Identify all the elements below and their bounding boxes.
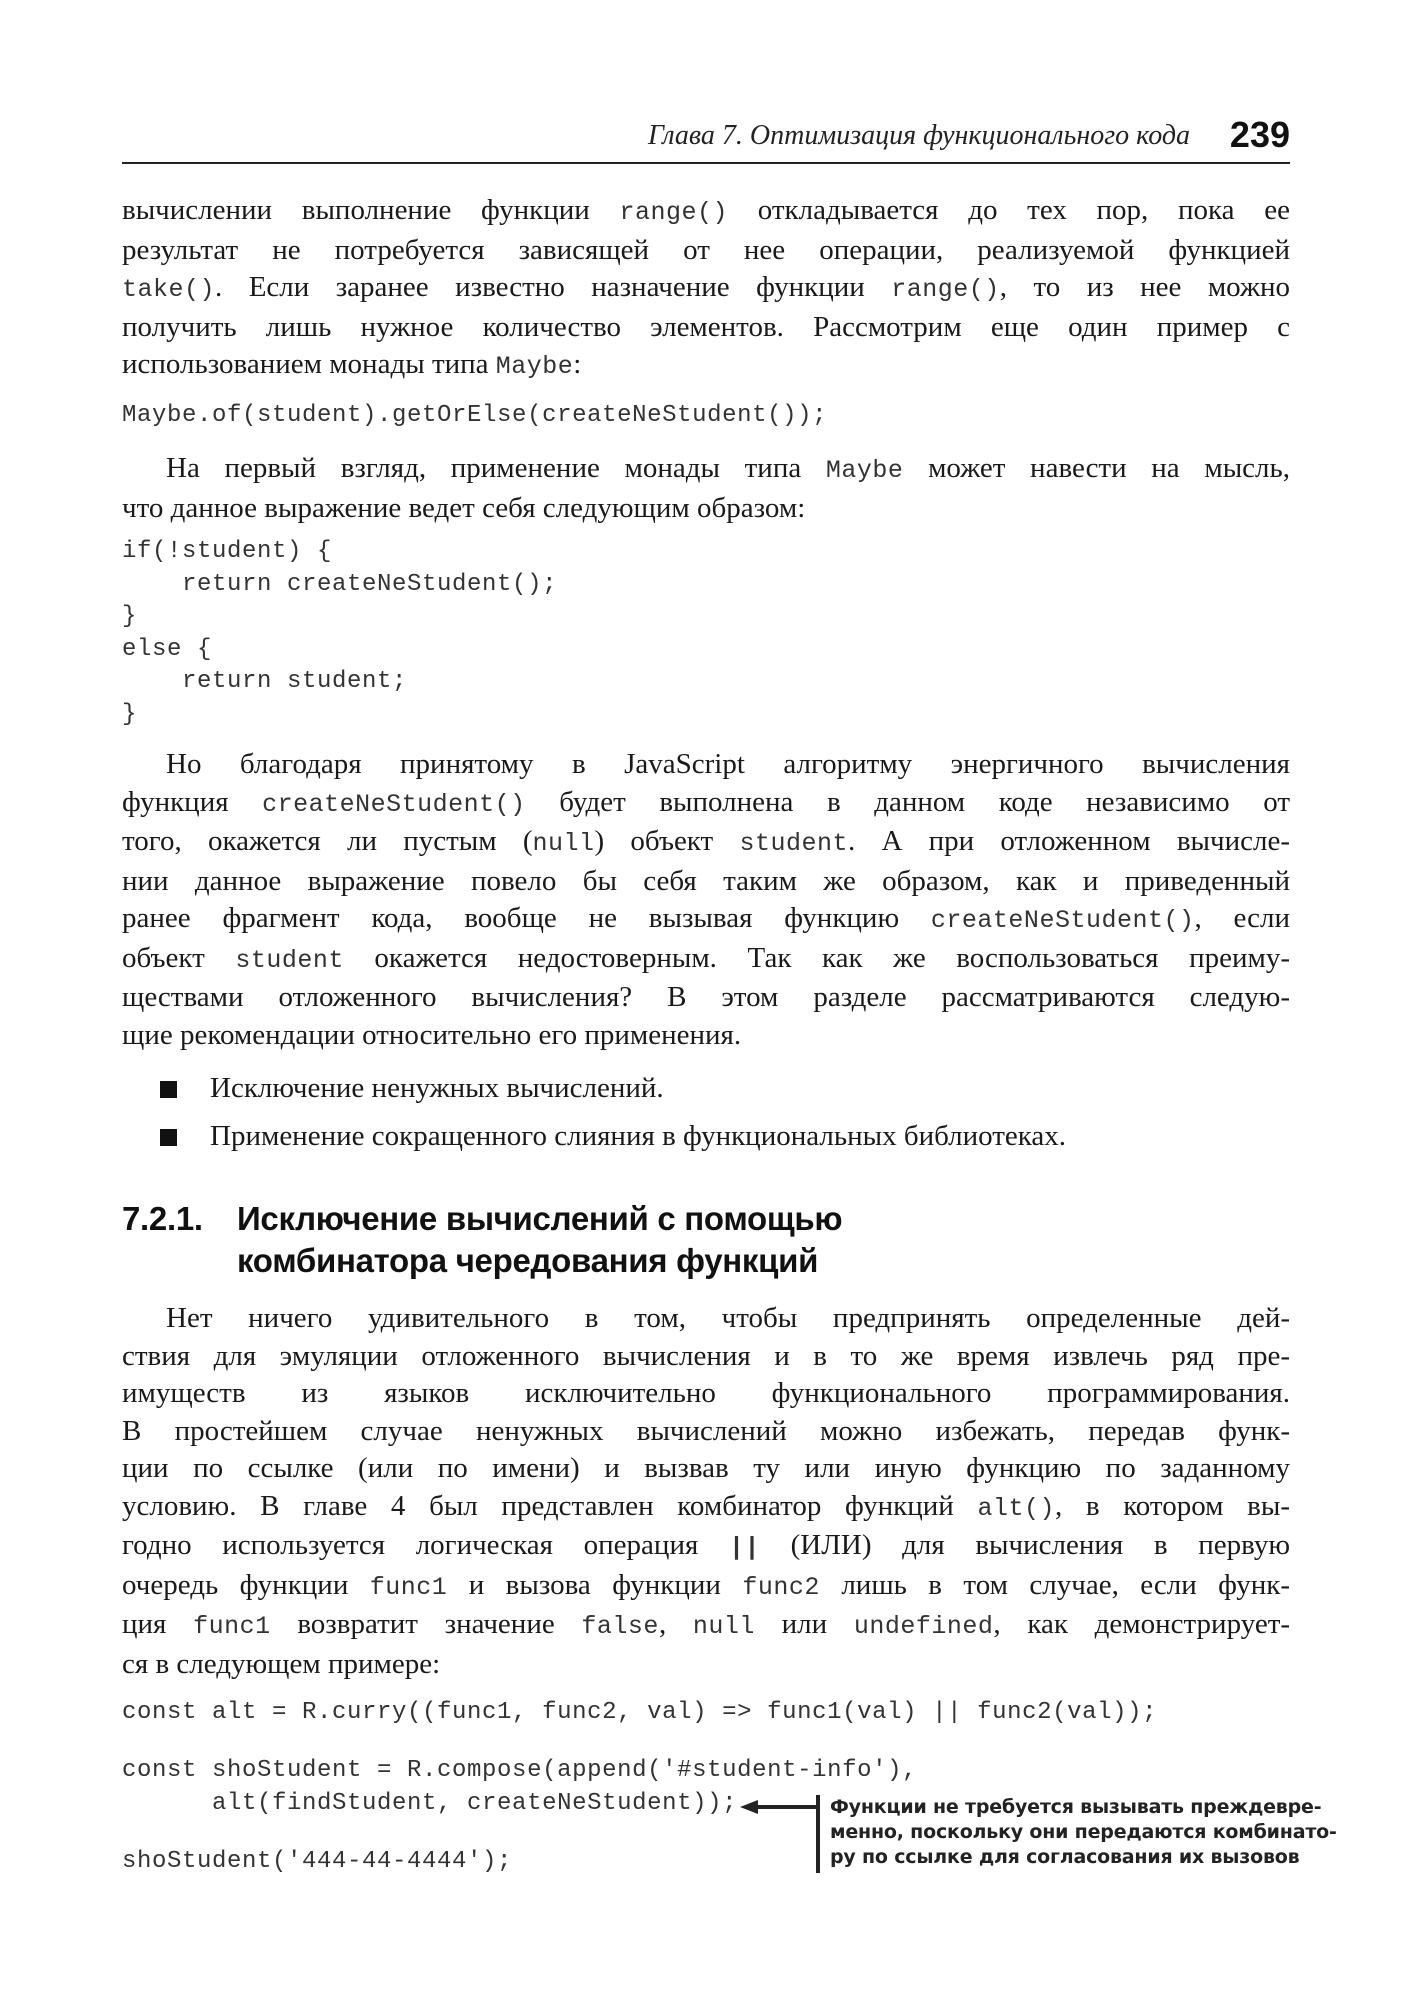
paragraph-maybe <box>122 450 1290 527</box>
text-line: ся в следующем примере: <box>122 1647 441 1680</box>
section-title-line1: Исключение вычислений с помощью <box>237 1200 843 1237</box>
text-line: имуществ из языков исключительно функционального программирования. <box>122 1377 1290 1409</box>
text-line: очередь функции func1 и вызова функции func2 лишь в том случае, если функ- <box>122 1568 1290 1602</box>
text-line: объект student окажется недостоверным. Так как же воспользоваться преиму- <box>122 941 1290 975</box>
code-shostudent-call: shoStudent('444-44-4444'); <box>122 1848 513 1875</box>
page-number: 239 <box>1229 114 1290 155</box>
book-page: Глава 7. Оптимизация функционального кода 239 вычислении выполнение функции range() откладывается до тех пор, пока ее результат не потребуется зависящей от нее операции, реализуемой функцией take(). Если заранее известно назначение функции range(), то из нее можно получить лишь нужное количество элементов. Рассмотрим еще один пример с использованием монады типа Maybe: Maybe.of(student).getOrElse(createNeStudent()); На первый взгляд, применение монады типа Maybe может навести на мысль, что данное выражение ведет себя следующим образом: if(!student) { return createNeStudent(); } else { return student; } Но благодаря принятому в JavaScript алгоритму энергичного вычисления функция createNeStudent() будет выполнена в данном коде независимо от того, окажется ли пустым (null) объект student. А при отложенном вычисле- нии данное выражение повело бы себя таким же образом, как и приведенный ранее фрагмент кода, вообще не вызывая функцию createNeStudent(), если объект student окажется недостоверным. Так как же воспользоваться преиму- ществами отложенного вычисления? В этом разделе рассматриваются следую- щие рекомендации относительно его применения. Исключение ненужных вычислений. Применение сокращенного слияния в функциональных библиотеках. 7.2.1. Исключение вычислений с помощью комбинатора чередования функций Нет ничего удивительного в том, чтобы предпринять определенные дей- ствия для эмуляции отложенного вычисления и в то же время извлечь ряд пре- имуществ из языков исключительно функционального программирования. В простейшем случае ненужных вычислений можно избежать, передав функ- ции по ссылке (или по имени) и вызвав ту или иную функцию по заданному условию. В главе 4 был представлен комбинатор функций alt(), в котором вы- годно используется логическая операция || (ИЛИ) для вычисления в первую очередь функции func1 и вызова функции func2 лишь в том случае, если функ- ция func1 возвратит значение false, null или undefined, как демонстрирует- ся в следующем примере: const alt = R.curry((func1, func2, val) => func1(val) || func2(val)); const shoStudent = R.compose(append('#student-info'), alt(findStudent, createNeStudent)); shoStudent('444-44-4444'); Функции не требуется вызывать преждевре- менно, поскольку они передаются комбинато- ру по ссылке для согласования их вызовов <box>0 0 1413 2000</box>
text-line: ранее фрагмент кода, вообще не вызывая функцию createNeStudent(), если <box>122 902 1290 935</box>
text-line: В простейшем случае ненужных вычислений можно избежать, передав функ- <box>122 1414 1290 1447</box>
text-line: результат не потребуется зависящей от нее операции, реализуемой функцией <box>122 233 1290 266</box>
text-line: take(). Если заранее известно назначение функции range(), то из нее можно <box>122 271 1291 304</box>
callout-arrow-icon <box>740 1795 820 1825</box>
section-heading <box>122 1198 842 1282</box>
running-header <box>122 112 1290 164</box>
chapter-title: Глава 7. Оптимизация функционального кода <box>647 120 1190 151</box>
text-line: нии данное выражение повело бы себя таким же образом, как и приведенный <box>122 864 1290 897</box>
text-line: условию. В главе 4 был представлен комбинатор функций alt(), в котором вы- <box>122 1489 1290 1523</box>
text-line: получить лишь нужное количество элементов. Рассмотрим еще один пример с <box>122 310 1290 343</box>
text-line: вычислении выполнение функции range() откладывается до тех пор, пока ее <box>122 194 1290 227</box>
text-line: ществами отложенного вычисления? В этом разделе рассматриваются следую- <box>122 981 1290 1013</box>
section-number: 7.2.1. <box>122 1200 203 1237</box>
text-line: ция func1 возвратит значение false, null или undefined, как демонстрирует- <box>122 1608 1291 1641</box>
callout-bracket <box>816 1795 820 1873</box>
paragraph-alt-combinator <box>122 1300 1290 1683</box>
section-title-line2: комбинатора чередования функций <box>237 1242 819 1279</box>
text-line: функция createNeStudent() будет выполнена в данном коде независимо от <box>122 785 1291 819</box>
code-shostudent-definition: const shoStudent = R.compose(append('#student-info'), alt(findStudent, createNeStudent)); <box>122 1757 918 1817</box>
text-line: щие рекомендации относительно его применения. <box>122 1018 742 1051</box>
bullet-square-icon <box>160 1129 177 1146</box>
code-alt-definition: const alt = R.curry((func1, func2, val) => func1(val) || func2(val)); <box>122 1699 1158 1726</box>
text-line: использованием монады типа Maybe: <box>122 348 582 381</box>
text-line: ции по ссылке (или по имени) и вызвав ту или иную функцию по заданному <box>122 1452 1290 1484</box>
text-line: ствия для эмуляции отложенного вычисления и в то же время извлечь ряд пре- <box>122 1339 1290 1372</box>
callout-note: Функции не требуется вызывать преждевре- менно, поскольку они передаются комбинато- ру по ссылке для согласования их вызовов <box>830 1796 1337 1868</box>
code-maybe-example: Maybe.of(student).getOrElse(createNeStudent()); <box>122 402 828 429</box>
paragraph-eager-evaluation <box>122 746 1290 1054</box>
text-line: Но благодаря принятому в JavaScript алгоритму энергичного вычисления <box>166 748 1290 780</box>
text-line: На первый взгляд, применение монады типа Maybe может навести на мысль, <box>166 452 1290 485</box>
paragraph-lazy-range <box>122 192 1290 386</box>
text-line: Нет ничего удивительного в том, чтобы предпринять определенные дей- <box>166 1302 1290 1334</box>
text-line: что данное выражение ведет себя следующим образом: <box>122 491 806 524</box>
code-if-else: if(!student) { return createNeStudent(); } else { return student; } <box>122 538 558 728</box>
text-line: годно используется логическая операция || (ИЛИ) для вычисления в первую <box>122 1529 1290 1562</box>
text-line: того, окажется ли пустым (null) объект student. А при отложенном вычисле- <box>122 825 1290 858</box>
bullet-square-icon <box>160 1081 177 1098</box>
